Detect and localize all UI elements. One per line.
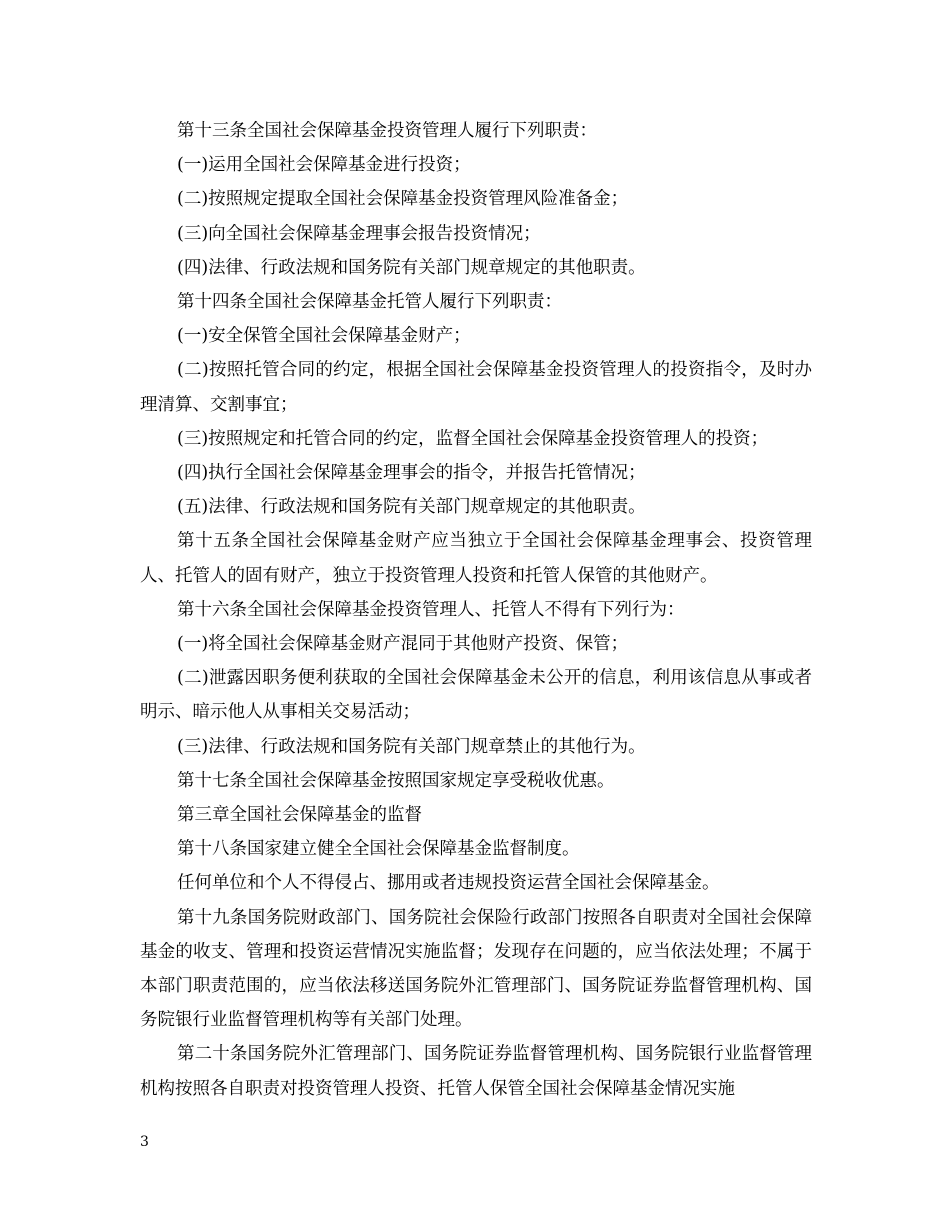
paragraph-article-14: 第十四条全国社会保障基金托管人履行下列职责： [177,292,562,313]
paragraph: 任何单位和个人不得侵占、挪用或者违规投资运营全国社会保障基金。 [177,873,720,894]
paragraph-article-18: 第十八条国家建立健全全国社会保障基金监督制度。 [177,839,580,860]
paragraph-article-13: 第十三条全国社会保障基金投资管理人履行下列职责： [177,121,597,141]
page-body [140,114,812,1106]
list-item: (四)法律、行政法规和国务院有关部门规章规定的其他职责。 [177,257,646,278]
list-item: (二)按照托管合同的约定，根据全国社会保障基金投资管理人的投资指令，及时办理清算、交割事宜； [140,360,812,415]
page-number: 3 [140,1134,149,1150]
list-item: (三)向全国社会保障基金理事会报告投资情况； [177,223,541,244]
chapter-heading: 第三章全国社会保障基金的监督 [177,805,422,826]
paragraph-article-15: 第十五条全国社会保障基金财产应当独立于全国社会保障基金理事会、投资管理人、托管人的固有财产，独立于投资管理人投资和托管人保管的其他财产。 [140,531,812,586]
list-item: (四)执行全国社会保障基金理事会的指令，并报告托管情况； [177,463,646,484]
list-item: (三)按照规定和托管合同的约定，监督全国社会保障基金投资管理人的投资； [177,428,769,449]
list-item: (五)法律、行政法规和国务院有关部门规章规定的其他职责。 [177,497,646,518]
list-item: (一)安全保管全国社会保障基金财产； [177,326,471,347]
list-item: (一)将全国社会保障基金财产混同于其他财产投资、保管； [177,634,629,655]
paragraph-article-20: 第二十条国务院外汇管理部门、国务院证券监督管理机构、国务院银行业监督管理机构按照各自职责对投资管理人投资、托管人保管全国社会保障基金情况实施 [140,1044,812,1099]
list-item: (一)运用全国社会保障基金进行投资； [177,155,471,176]
paragraph-article-19: 第十九条国务院财政部门、国务院社会保险行政部门按照各自职责对全国社会保障基金的收支、管理和投资运营情况实施监督；发现存在问题的，应当依法处理；不属于本部门职责范围的，应当依法移送国务院外汇管理部门、国务院证券监督管理机构、国务院银行业监督管理机构等有关部门处理。 [140,907,812,1031]
list-item: (三)法律、行政法规和国务院有关部门规章禁止的其他行为。 [177,736,646,757]
list-item: (二)按照规定提取全国社会保障基金投资管理风险准备金； [177,189,629,210]
list-item: (二)泄露因职务便利获取的全国社会保障基金未公开的信息，利用该信息从事或者明示、暗示他人从事相关交易活动； [140,668,812,723]
paragraph-article-17: 第十七条全国社会保障基金按照国家规定享受税收优惠。 [177,770,615,791]
paragraph-article-16: 第十六条全国社会保障基金投资管理人、托管人不得有下列行为： [177,599,685,620]
